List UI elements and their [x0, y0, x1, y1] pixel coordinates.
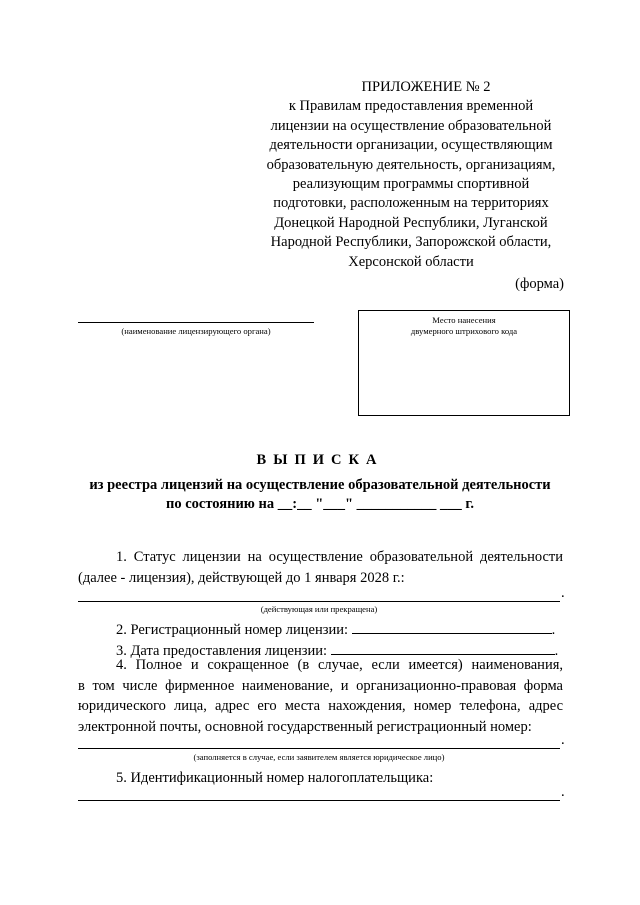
item-4-line: юридического лица, адрес его места нахождения, номер телефона, адрес — [78, 698, 563, 715]
appendix-line: к Правилам предоставления временной — [288, 98, 534, 115]
issue-date-field[interactable] — [331, 640, 555, 655]
item-3-period: . — [554, 643, 559, 659]
item-4-line: 4. Полное и сокращенное (в случае, если имеется) наименования, — [116, 657, 563, 673]
subheading-line: по состоянию на __:__ "___" ___________ ___ г. — [166, 496, 474, 512]
appendix-line: реализующим программы спортивной — [292, 176, 530, 193]
barcode-label-line: Место нанесения — [432, 315, 496, 325]
appendix-line: Херсонской области — [348, 253, 474, 270]
item-4-period: . — [561, 732, 565, 748]
form-label: (форма) — [515, 276, 564, 292]
item-1-caption: (действующая или прекращена) — [260, 604, 378, 614]
item-2-period: . — [551, 622, 556, 638]
document-heading: ВЫПИСКА — [256, 452, 384, 468]
barcode-box — [358, 310, 570, 416]
subheading-line: из реестра лицензий на осуществление образовательной деятельности — [89, 477, 551, 493]
appendix-line: деятельности организации, осуществляющим — [269, 137, 553, 154]
item-1-field-line[interactable] — [78, 601, 560, 602]
item-5-label: 5. Идентификационный номер налогоплательщика: — [116, 770, 434, 786]
tax-id-field-line[interactable] — [78, 800, 560, 801]
item-4-caption: (заполняется в случае, если заявителем является юридическое лицо) — [193, 752, 445, 762]
appendix-line: образовательную деятельность, организациям, — [266, 156, 556, 173]
document-subheading — [0, 476, 640, 514]
appendix-line: подготовки, расположенным на территориях — [273, 195, 549, 212]
item-4-line: в том числе фирменное наименование, и организационно-правовая форма — [78, 677, 563, 694]
item-5-period: . — [561, 784, 565, 800]
item-1-period: . — [561, 585, 565, 601]
appendix-block — [250, 78, 572, 272]
appendix-line: Донецкой Народной Республики, Луганской — [274, 214, 548, 231]
appendix-title: ПРИЛОЖЕНИЕ № 2 — [361, 79, 491, 95]
registration-number-field[interactable] — [352, 619, 552, 634]
item-3-label: 3. Дата предоставления лицензии: — [116, 643, 328, 659]
item-1 — [78, 547, 563, 588]
org-name-field-line[interactable] — [78, 322, 314, 323]
appendix-line: Народной Республики, Запорожской области, — [270, 234, 552, 251]
item-4 — [78, 655, 563, 737]
item-2-label: 2. Регистрационный номер лицензии: — [116, 622, 349, 638]
item-4-line: электронной почты, основной государственный регистрационный номер: — [78, 718, 532, 735]
org-name-caption: (наименование лицензирующего органа) — [121, 326, 271, 336]
item-1-line: 1. Статус лицензии на осуществление образовательной деятельности — [116, 549, 563, 565]
item-2 — [116, 619, 555, 641]
item-4-field-line[interactable] — [78, 748, 560, 749]
appendix-line: лицензии на осуществление образовательной — [270, 117, 552, 134]
item-1-line: (далее - лицензия), действующей до 1 января 2028 г.: — [78, 569, 405, 586]
barcode-label-line: двумерного штрихового кода — [410, 326, 518, 336]
